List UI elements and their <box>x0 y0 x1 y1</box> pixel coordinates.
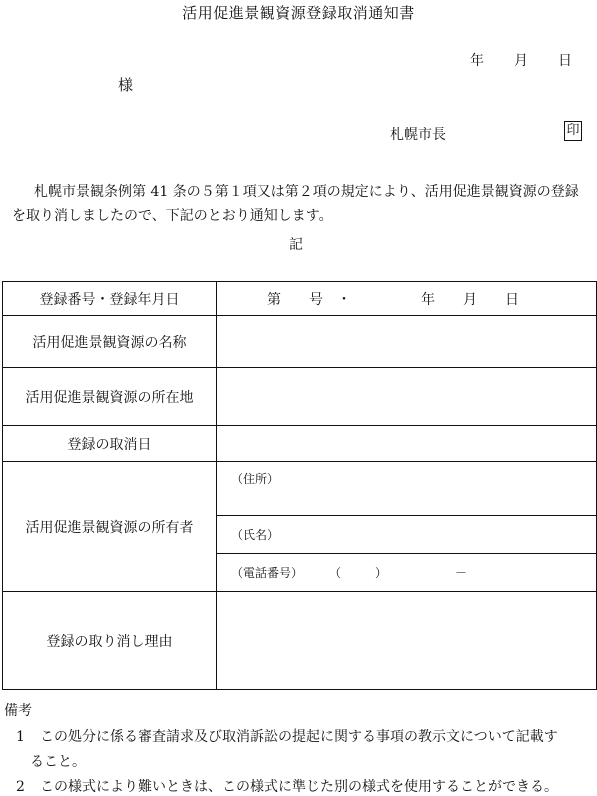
resource-location-field[interactable] <box>217 368 597 426</box>
note-item-1-text: この処分に係る審査請求及び取消訴訟の提起に関する事項の教示文について記載す <box>40 729 558 745</box>
addressee-suffix: 様 <box>118 76 134 94</box>
note-item-2 <box>16 776 558 796</box>
phone-open-paren: （ <box>329 566 342 580</box>
table-row <box>3 316 597 368</box>
date-day-label: 日 <box>558 53 572 69</box>
owner-name-field[interactable] <box>217 516 597 554</box>
ki-heading: 記 <box>289 237 303 253</box>
table-row <box>3 592 597 690</box>
owner-address-field[interactable] <box>217 462 597 516</box>
notice-body-line2: を取り消しましたので、下記のとおり通知します。 <box>12 208 333 224</box>
owner-name-label: （氏名） <box>231 528 280 542</box>
seal-mark: 印 <box>564 121 582 141</box>
issue-date <box>470 50 572 70</box>
registration-number-label: 登録番号・登録年月日 <box>3 282 217 316</box>
note-item-2-text: この様式により難いときは、この様式に準じた別の様式を使用することができる。 <box>40 779 558 795</box>
note-item-1-continuation: ること。 <box>30 754 86 770</box>
cancellation-date-label: 登録の取消日 <box>3 426 217 462</box>
cancellation-reason-field[interactable] <box>217 592 597 690</box>
owner-label: 活用促進景観資源の所有者 <box>3 462 217 592</box>
date-year-label: 年 <box>470 53 484 69</box>
resource-location-label: 活用促進景観資源の所在地 <box>3 368 217 426</box>
cancellation-date-field[interactable] <box>217 426 597 462</box>
owner-address-label: （住所） <box>231 472 280 486</box>
date-month-label: 月 <box>514 53 528 69</box>
table-row <box>3 426 597 462</box>
note-item-1-number: 1 <box>16 729 25 745</box>
phone-dash: － <box>455 566 468 580</box>
table-row <box>3 462 597 516</box>
note-item-2-number: 2 <box>16 779 25 795</box>
registration-table <box>2 281 597 690</box>
owner-phone-label: （電話番号） <box>231 566 304 580</box>
owner-phone-field[interactable] <box>217 554 597 592</box>
cancellation-reason-label: 登録の取り消し理由 <box>3 592 217 690</box>
notice-body-line1: 札幌市景観条例第 41 条の５第１項又は第２項の規定により、活用促進景観資源の登録 <box>34 184 579 200</box>
registration-number-field[interactable]: 第 号 ・ 年 月 日 <box>217 282 597 316</box>
phone-close-paren: ） <box>375 566 388 580</box>
notice-body <box>12 180 590 228</box>
table-row <box>3 282 597 316</box>
notes-heading: 備考 <box>4 703 32 719</box>
issuer-name: 札幌市長 <box>390 127 446 143</box>
resource-name-label: 活用促進景観資源の名称 <box>3 316 217 368</box>
resource-name-field[interactable] <box>217 316 597 368</box>
table-row <box>3 368 597 426</box>
document-title: 活用促進景観資源登録取消通知書 <box>182 4 415 22</box>
note-item-1 <box>16 726 558 746</box>
